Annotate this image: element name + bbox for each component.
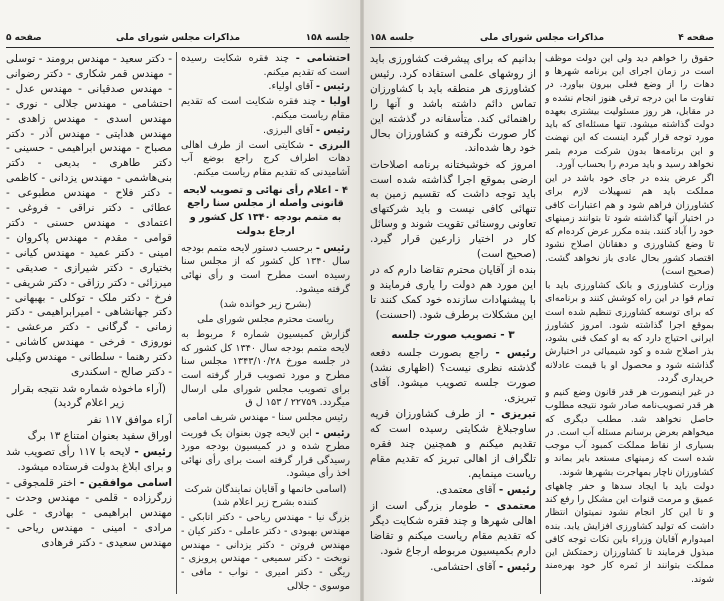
page-right xyxy=(364,0,724,601)
paragraph-text: آقای احتشامی. xyxy=(430,560,496,573)
paragraph-text: بدانیم که برای پیشرفت کشاورزی باید از روشهای علمی استفاده کرد. رئیس کشاورزی هر منطقه باید با کشاورزان تماس دائم داشته باشد و آنها را راهنمائی کند. متأسفانه در گذشته این کار صورت نگرفته و کشاورزان بحال خود رها شده‌اند. xyxy=(370,53,536,155)
centered-note: (بشرح زیر خوانده شد) xyxy=(219,298,312,310)
paragraph xyxy=(370,158,536,262)
paragraph xyxy=(181,328,350,410)
speaker-name: البرزی - xyxy=(309,139,350,151)
paragraph xyxy=(545,279,714,385)
paragraph xyxy=(545,52,714,171)
paragraph xyxy=(6,413,172,428)
paragraph-text: - دکتر سعید - مهندس برومند - توسلی - مهندس قمر شکاری - دکتر رضوانی - مهندس صدقیانی - مهندس عدل - احتشامی - مهندس جلالی - نوری - مهندس اسدی - مهندس زاهدی - مهندس هدایتی - مهندس آذر - دکتر مصباح - مهندس ابراهیمی - حسینی - دکتر طاهری - بدیعی - دکتر بنی‌هاشمی - مهندس یزدانی - کاظمی - دکتر فلاح - مهندس مطبوعی - عطائی - دکتر نراقی - فروغی - اعتمادی - مهندس حسنی - دکتر قوامی - مقدم - مهندس پاکروان - امینی - دکتر عمید - مهندس کیانی - بختیاری - دکتر شیرازی - صدیقی - میرزائی - دکتر رزاقی - دکتر شریفی - فرخ - دکتر ملک - توکلی - بهبهانی - دکتر جهانشاهی - امیرابراهیمی - دکتر زمانی - گرگانی - دکتر مرعشی - نوروزی - فرخی - مهندس کاشانی - دکتر رهنما - سلطانی - مهندس وکیلی - دکتر صالح - اسکندری xyxy=(6,53,172,379)
paragraph-text: شکایتی است از طرف اهالی دهات اطراف کرج راجع بوضع آب آشامیدنی که تقدیم مقام ریاست میکنم. xyxy=(181,139,350,178)
speaker-name: رئیس - xyxy=(495,347,536,360)
page-number: صفحه ۴ xyxy=(678,33,714,43)
paragraph-text: دولت باید با ایجاد سدها و حفر چاههای عمیق و مرمت قنوات این مشکل را رفع کند و تا این کار انجام نشود نمیتوان انتظار داشت که تولید کشاورزی افزایش یابد. بنده امیدوارم آقایان وزراء باین نکات توجه کافی مبذول فرمایند تا کشاورزان زحمتکش این مملکت بتوانند از ثمره کار خود بهره‌مند شوند. xyxy=(545,480,714,585)
paragraph xyxy=(181,124,350,138)
text-column-left xyxy=(6,52,172,594)
paragraph xyxy=(370,407,536,482)
paragraph-text: وزارت کشاورزی و بانک کشاورزی باید با تمام قوا در این راه کوشش کنند و برنامه‌ای که برای توسعه کشاورزی تنظیم شده است بموقع اجرا گذاشته شود. امروز کشاورز ایرانی احتیاج دارد که به او کمک فنی بشود، بذر اصلاح شده و کود شیمیائی در اختیارش گذاشته شود و محصول او با قیمت عادلانه خریداری گردد. xyxy=(545,280,714,384)
session-number: جلسه ۱۵۸ xyxy=(370,33,415,43)
paragraph xyxy=(181,242,350,297)
paragraph xyxy=(545,480,714,586)
speaker-name: اولیا - xyxy=(320,96,350,108)
speaker-name: رئیس - xyxy=(315,242,350,254)
journal-title: مذاکرات مجلس شورای ملی xyxy=(115,33,241,43)
paragraph-text: حقوق را خواهم دید ولی این دولت موظف است در زمان اجرای این برنامه شهرها و دهات را از وضع فعلی بیرون بیاورد. در تفاوت ما این درجه ترقی هنوز انجام نشده و در مقابل، هر روز مسئولیت بیشتری بعهده دولت گذاشته میشود. تنها مسئله‌ای که باید مورد توجه قرار گیرد اینست که این نهضت و این برنامه‌ها بدون شرکت مردم بثمر نخواهد رسید و باید مردم را بحساب آورد. xyxy=(545,53,714,170)
page-header xyxy=(6,31,350,45)
paragraph-text: آقای اولیاء. xyxy=(268,81,313,93)
speaker-name: رئیس - xyxy=(498,560,536,573)
paragraph xyxy=(370,560,536,575)
paragraph-text: بزرگ نیا - مهندس ریاحی - دکتر اتابکی - مهندس بهبودی - دکتر عاملی - دکتر کیان - مهندس فروتن - دکتر یزدانی - مهندس نوبخت - دکتر سمیعی - مهندس پرویزی - ریگی - دکتر امیری - نواب - مافی - موسوی - جلالی xyxy=(181,512,350,592)
paragraph-text: امروز که خوشبختانه برنامه اصلاحات ارضی بموقع اجرا گذاشته شده است باید توجه داشت که تقسیم زمین به تنهائی کافی نیست و باید شرکتهای تعاونی روستائی تقویت شوند و وسائل کار در اختیار زارعین قرار گیرد. (صحیح است) xyxy=(370,158,536,261)
paragraph xyxy=(545,386,714,479)
paragraph-text: اختر قلمجوقی - زرگرزاده - قلمی - مهندس وحدت - مهندس ابراهیمی - بهادری - علی مرادی - امینی - مهندس ریاحی - مهندس سعیدی - دکتر فرهادی xyxy=(6,477,172,549)
paragraph-text: چند فقره شکایت است که تقدیم مقام ریاست میکنم. xyxy=(181,96,350,121)
paragraph-text: لایحه با ۱۱۷ رأی تصویب شد و برای ابلاغ بدولت فرستاده میشود. xyxy=(6,446,172,474)
paragraph-text: از طرف کشاورزان قریه ساوجبلاغ شکایتی رسیده است که تقدیم میکنم و همچنین چند فقره تلگراف از اهالی تبریز که تقدیم مقام ریاست مینمایم. xyxy=(370,407,536,480)
paragraph-text: گزارش کمیسیون شماره ۶ مربوط به لایحه متمم بودجه سال ۱۳۴۰ کل کشور که در جلسه مورخ ۱۳۴۳/۱۰/۲۸ مجلس سنا مطرح و مورد تصویب قرار گرفته است برای تصویب مجلس شورای ملی ارسال میگردد. ۲۲۷۵۹ / ۱۵۳ ل ق xyxy=(181,329,350,409)
paragraph-text: چند فقره شکایت رسیده است که تقدیم میکنم. xyxy=(181,53,350,78)
journal-title: مذاکرات مجلس شورای ملی xyxy=(479,33,605,43)
paragraph xyxy=(6,429,172,444)
paragraph xyxy=(370,346,536,406)
page-header xyxy=(370,31,714,45)
paragraph xyxy=(6,445,172,475)
column-divider xyxy=(176,52,177,594)
speaker-name: تبریزی - xyxy=(490,407,536,420)
paragraph xyxy=(181,511,350,593)
paragraph xyxy=(181,139,350,180)
column-divider xyxy=(540,52,541,594)
text-column-left xyxy=(370,52,536,594)
paragraph-text: برحسب دستور لایحه متمم بودجه سال ۱۳۴۰ کل کشور که از مجلس سنا رسیده است مطرح است و رأی نهائی گرفته میشود. xyxy=(181,242,350,295)
paragraph xyxy=(370,499,536,559)
speaker-name: معتمدی - xyxy=(484,499,536,512)
paragraph-text: بنده از آقایان محترم تقاضا دارم که در این مورد هم دولت را یاری فرمایند و با پیشنهادات سازنده خود کمک کنند تا این مشکلات برطرف شود. (احسنت) xyxy=(370,264,536,321)
page-left xyxy=(0,0,360,601)
paragraph xyxy=(181,80,350,94)
paragraph-text: این لایحه چون بعنوان یک فوریت مطرح شده و در کمیسیون بودجه مورد رسیدگی قرار گرفته است برای رأی نهائی اخذ رأی میشود. xyxy=(181,427,350,480)
paragraph xyxy=(370,263,536,323)
paragraph-text: طومار بزرگی است از اهالی شهرها و چند فقره شکایت دیگر که تقدیم مقام ریاست میکنم و تقاضا دارم بکمیسیون مربوطه ارجاع شود. xyxy=(370,499,536,557)
paragraph xyxy=(6,52,172,380)
paragraph-text: آقای البرزی. xyxy=(263,124,313,136)
section-heading: ۳ - تصویب صورت جلسه xyxy=(391,328,515,341)
text-column-right xyxy=(545,52,714,594)
paragraph xyxy=(6,476,172,551)
paragraph-text: راجع بصورت جلسه دفعه گذشته نظری نیست؟ (اظهاری نشد) صورت جلسه تصویب میشود. آقای تبریزی. xyxy=(370,347,536,404)
paragraph xyxy=(181,427,350,482)
centered-note: (اسامی خانمها و آقایان نمایندگان شرکت کننده بشرح زیر اعلام شد) xyxy=(184,483,347,509)
paragraph-text: اگر عرض بنده در جای خود باشد در این مملکت باید هم تسهیلات لازم برای کشاورزان فراهم شود و هم اعتبارات کافی در اختیار آنها گذاشته شود تا بتوانند زمینهای خود را آباد کنند. بنده مکرر عرض کرده‌ام که تا وضع کشاورزی و دهقانان اصلاح نشود اقتصاد کشور بحال عادی باز نخواهد گشت. (صحیح است) xyxy=(545,173,714,277)
paragraph xyxy=(370,483,536,498)
paragraph-text: اوراق سفید بعنوان امتناع ۱۳ برگ xyxy=(27,430,172,443)
paragraph xyxy=(181,95,350,122)
speaker-name: رئیس - xyxy=(315,427,350,439)
centered-note: ریاست محترم مجلس شورای ملی xyxy=(197,313,334,325)
header-rule xyxy=(6,47,350,48)
section-heading: ۴ - اعلام رأی نهائی و تصویب لایحه قانونی واصله از مجلس سنا راجع به متمم بودجه ۱۳۴۰ کل کشور و ارجاع بدولت xyxy=(183,184,348,237)
session-number: جلسه ۱۵۸ xyxy=(305,33,350,43)
speaker-name: احتشامی - xyxy=(295,53,350,64)
centered-note: رئیس مجلس سنا - مهندس شریف امامی xyxy=(183,412,348,424)
page-number: صفحه ۵ xyxy=(6,33,42,43)
text-column-right xyxy=(181,52,350,594)
header-rule xyxy=(370,47,714,48)
paragraph-text: آقای معتمدی. xyxy=(435,483,496,496)
speaker-name: رئیس - xyxy=(315,124,350,136)
paragraph-text: آراء موافق ۱۱۷ نفر xyxy=(87,413,172,426)
speaker-name: رئیس - xyxy=(134,446,172,459)
paragraph xyxy=(181,52,350,79)
speaker-name: رئیس - xyxy=(315,81,350,93)
speaker-name: اسامی موافقین - xyxy=(79,477,172,490)
paragraph-text: در غیر اینصورت هر قدر قانون وضع کنیم و هر قدر تصویب‌نامه صادر شود نتیجه مطلوب حاصل نخواهد شد. مطلب دیگری که میخواهم بعرض برسانم مسئله آب است. در بسیاری از نقاط مملکت کمبود آب موجب شده است که زمینهای مستعد بایر بماند و کشاورزان ناچار بمهاجرت بشهرها شوند. xyxy=(545,387,714,478)
paragraph xyxy=(370,52,536,156)
paragraph xyxy=(545,172,714,278)
speaker-name: رئیس - xyxy=(498,483,536,496)
centered-note: (آراء ماخوذه شماره شد نتیجه بقرار زیر اعلام گردید) xyxy=(12,382,166,410)
